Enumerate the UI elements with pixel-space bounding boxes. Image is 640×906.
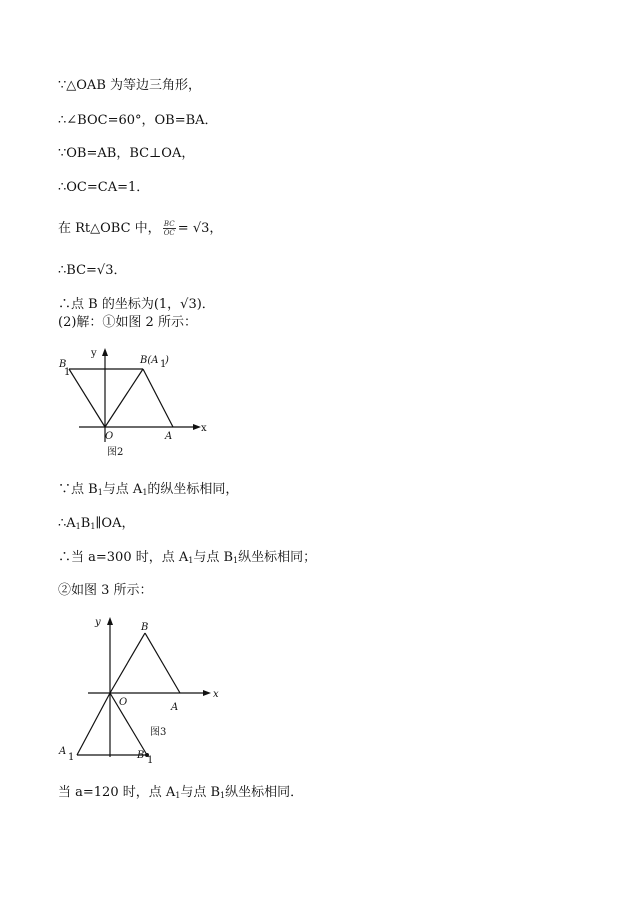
fig3-x-arrow-icon: [203, 690, 211, 696]
part-2-case-2-heading: ②如图 3 所示：: [58, 583, 153, 598]
l3-part-b: 与点 B: [193, 550, 234, 565]
figure-2: [55, 342, 225, 467]
fig3-label-b: B: [141, 622, 149, 633]
fig2-label-close-paren: ): [165, 355, 169, 366]
statement-b-coordinate: ∴点 B 的坐标为(1，√3)．: [58, 297, 215, 312]
fig3-y-arrow-icon: [107, 617, 113, 625]
final-sub-2: 1: [220, 791, 226, 800]
statement-a1b1-parallel: [58, 516, 134, 532]
statement-bc: ∴BC=√3．: [58, 263, 127, 278]
fig2-caption: 图2: [107, 447, 124, 458]
rt-prefix: 在 Rt△OBC 中，: [58, 221, 161, 236]
fig2-label-b-a1: B(A: [140, 355, 159, 366]
fig3-segment-o-a1: [77, 693, 110, 755]
fig2-y-arrow-icon: [102, 348, 108, 356]
part-2-heading: (2)解：①如图 2 所示：: [58, 315, 197, 330]
fig3-label-y: y: [95, 617, 101, 628]
l2-part-a: ∴A: [58, 516, 76, 531]
l2-sub-1: 1: [75, 522, 81, 531]
fig2-label-b1: B: [59, 359, 67, 370]
statement-b1-a1-same: [58, 482, 238, 498]
final-part-a: 当 a=120 时，点 A: [58, 785, 176, 800]
l1-sub-2: 1: [142, 488, 148, 497]
fig3-segment-b-a: [145, 633, 180, 693]
fig2-label-a1-sub: 1: [160, 359, 167, 370]
statement-a-300: [58, 550, 316, 566]
l1-sub-1: 1: [97, 488, 103, 497]
fig3-label-a1: A: [59, 746, 67, 757]
fig3-label-b1: B: [137, 750, 145, 761]
fig2-label-x: x: [201, 423, 207, 434]
l3-part-a: ∴当 a=300 时，点 A: [58, 550, 189, 565]
fig2-label-y: y: [91, 348, 97, 359]
statement-ob-ab: ∵OB=AB，BC⊥OA，: [58, 146, 195, 161]
final-part-c: 纵坐标相同．: [225, 785, 304, 800]
ratio-fraction: [163, 220, 176, 237]
l2-part-c: ∥OA，: [95, 516, 135, 531]
statement-rt-obc: [58, 220, 222, 237]
l1-part-a: ∵点 B: [58, 482, 98, 497]
fig2-x-arrow-icon: [193, 424, 201, 430]
fig3-label-a: A: [171, 702, 179, 713]
fraction-denominator: OC: [163, 229, 175, 237]
statement-oc-ca: ∴OC=CA=1．: [58, 180, 150, 195]
fig2-label-a: A: [165, 431, 173, 442]
fig3-label-a1-sub: 1: [68, 752, 75, 763]
fig2-label-b1-sub: 1: [64, 367, 71, 378]
figure-3: [55, 612, 235, 777]
fig2-segment-b1-o: [69, 369, 105, 427]
fig3-label-o: O: [119, 697, 128, 708]
l2-sub-2: 1: [90, 522, 96, 531]
fig3-segment-b1-o: [110, 693, 147, 755]
l2-part-b: B: [80, 516, 91, 531]
l3-sub-1: 1: [188, 556, 194, 565]
fraction-numerator: BC: [163, 220, 175, 228]
fig3-caption: 图3: [150, 727, 167, 738]
l3-sub-2: 1: [233, 556, 239, 565]
fig2-segment-o-b: [105, 369, 143, 427]
final-part-b: 与点 B: [180, 785, 221, 800]
rt-suffix: = √3，: [177, 221, 223, 236]
fig3-label-b1-sub: 1: [147, 755, 154, 766]
final-sub-1: 1: [175, 791, 181, 800]
statement-angle-boc: ∴∠BOC=60°，OB=BA．: [58, 113, 218, 128]
fig3-segment-o-b: [110, 633, 145, 693]
statement-a-120: [58, 785, 303, 801]
fig2-label-o: O: [105, 431, 114, 442]
l1-part-c: 的纵坐标相同，: [147, 482, 239, 497]
statement-equilateral: ∵△OAB 为等边三角形，: [58, 78, 202, 93]
l1-part-b: 与点 A: [102, 482, 143, 497]
fig3-label-x: x: [213, 689, 219, 700]
fig2-segment-b-a: [143, 369, 173, 427]
l3-part-c: 纵坐标相同；: [238, 550, 317, 565]
